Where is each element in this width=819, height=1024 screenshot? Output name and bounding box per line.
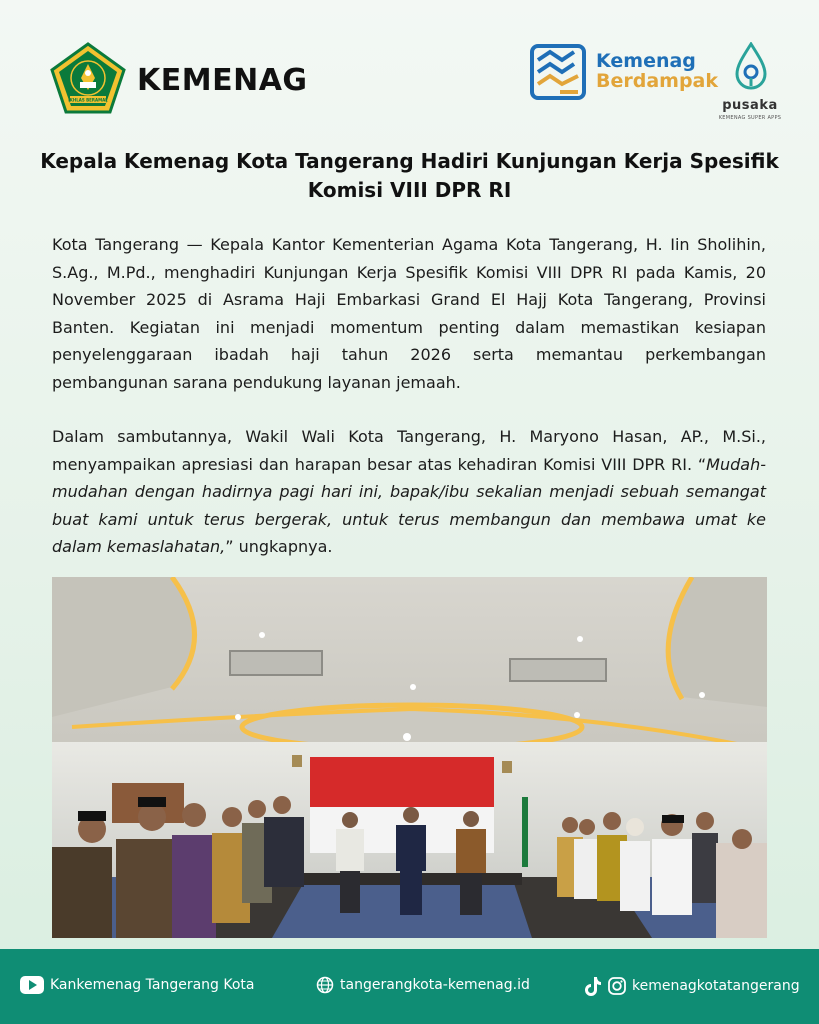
paragraph-2-outro: ” ungkapnya. bbox=[225, 537, 333, 556]
globe-icon bbox=[316, 976, 334, 994]
pusaka-subtitle: KEMENAG SUPER APPS bbox=[718, 115, 782, 121]
berdampak-line2: Berdampak bbox=[596, 70, 719, 92]
article-title: Kepala Kemenag Kota Tangerang Hadiri Kunjungan Kerja Spesifik Komisi VIII DPR RI bbox=[40, 149, 779, 202]
berdampak-line1: Kemenag bbox=[596, 50, 696, 72]
brand-name: KEMENAG bbox=[137, 63, 308, 98]
pusaka-name: pusaka bbox=[722, 98, 778, 113]
article-paragraph-2 bbox=[52, 423, 766, 561]
footer-youtube-label: Kankemenag Tangerang Kota bbox=[50, 977, 255, 993]
paragraph-2-intro: Dalam sambutannya, Wakil Wali Kota Tangerang, H. Maryono Hasan, AP., M.Si., menyampaikan apresiasi dan harapan besar atas kehadiran Komisi VIII DPR RI. “ bbox=[52, 427, 766, 474]
youtube-icon bbox=[20, 976, 44, 994]
pusaka-drop-icon bbox=[734, 42, 768, 90]
footer-youtube[interactable] bbox=[20, 976, 255, 994]
event-photo-illustration bbox=[52, 577, 767, 938]
kemenag-emblem-logo bbox=[50, 42, 126, 114]
article-body bbox=[52, 231, 766, 561]
instagram-icon bbox=[608, 977, 626, 995]
emblem-motto: IKHLAS BERAMAL bbox=[68, 97, 108, 103]
paragraph-2-quote: Mudah-mudahan dengan hadirnya pagi hari ini, bapak/ibu sekalian menjadi sebuah semangat buat kami untuk terus bergerak, untuk terus membangun dan membawa umat ke dalam kemaslahatan, bbox=[52, 454, 766, 556]
tiktok-icon bbox=[584, 976, 602, 996]
footer-social[interactable] bbox=[584, 976, 800, 996]
event-photo bbox=[52, 577, 767, 938]
article-paragraph-1: Kota Tangerang — Kepala Kantor Kementerian Agama Kota Tangerang, H. Iin Sholihin, S.Ag., M.Pd., menghadiri Kunjungan Kerja Spesifik Komisi VIII DPR RI pada Kamis, 20 November 2025 di Asrama Haji Embarkasi Grand El Hajj Kota Tangerang, Provinsi Banten. Kegiatan ini menjadi momentum penting dalam memastikan kesiapan penyelenggaraan ibadah haji tahun 2026 serta memantau perkembangan pembangunan sarana pendukung layanan jemaah. bbox=[52, 235, 766, 392]
footer-social-label: kemenagkotatangerang bbox=[632, 978, 800, 994]
header bbox=[0, 38, 819, 128]
footer-website-label: tangerangkota-kemenag.id bbox=[340, 977, 530, 993]
footer-bar bbox=[0, 949, 819, 1024]
berdampak-wordmark bbox=[596, 52, 718, 91]
berdampak-logo-mark bbox=[530, 44, 586, 100]
footer-website[interactable] bbox=[316, 976, 530, 994]
